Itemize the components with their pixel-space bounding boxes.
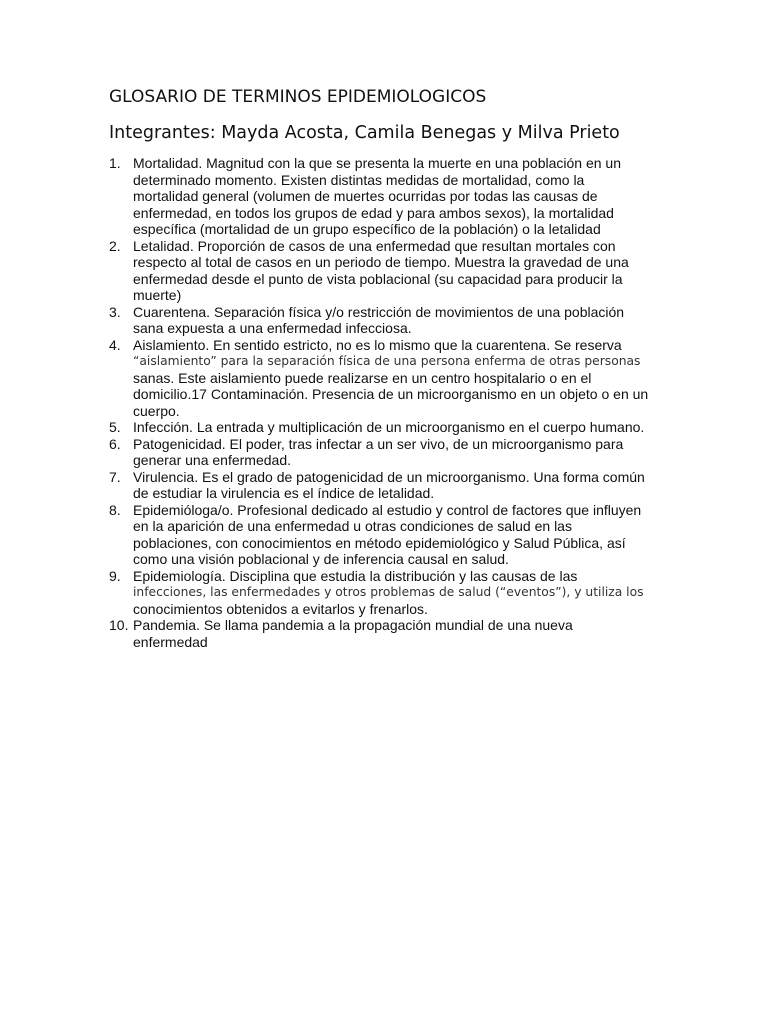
item-text-line: conocimientos obtenidos a evitarlos y frenarlos. <box>133 600 428 617</box>
item-number: 5. <box>109 419 121 435</box>
item-text-line: “aislamiento” para la separación física de una persona enferma de otras personas <box>133 354 641 368</box>
item-text-line: generar una enfermedad. <box>133 452 291 468</box>
item-text-line: Epidemióloga/o. Profesional dedicado al estudio y control de factores que influyen <box>133 501 642 518</box>
item-number: 10. <box>109 617 129 633</box>
glossary-item-mortalidad <box>109 155 659 238</box>
item-text-line: Virulencia. Es el grado de patogenicidad de un microorganismo. Una forma común <box>133 468 645 485</box>
item-number: 8. <box>109 501 121 518</box>
item-text-line: Pandemia. Se llama pandemia a la propagación mundial de una nueva <box>133 617 573 633</box>
item-number: 2. <box>109 237 121 254</box>
glossary-item-virulencia <box>109 469 659 502</box>
glossary-item-letalidad <box>109 238 659 304</box>
item-text-line: Patogenicidad. El poder, tras infectar a un ser vivo, de un microorganismo para <box>133 435 624 452</box>
glossary-item-epidemiologa <box>109 502 659 568</box>
item-number: 7. <box>109 468 121 485</box>
item-number: 3. <box>109 303 121 320</box>
glossary-item-pandemia <box>109 617 659 650</box>
item-text-line: enfermedad <box>133 633 208 650</box>
glossary-item-patogenicidad <box>109 436 659 469</box>
item-number: 9. <box>109 567 121 584</box>
item-text-line: determinado momento. Existen distintas medidas de mortalidad, como la <box>133 171 585 188</box>
glossary-list <box>109 155 659 650</box>
glossary-item-cuarentena <box>109 304 659 337</box>
item-text-line: Infección. La entrada y multiplicación de un microorganismo en el cuerpo humano. <box>133 419 645 435</box>
item-number: 4. <box>109 336 121 353</box>
item-text-line: respecto al total de casos en un periodo de tiempo. Muestra la gravedad de una <box>133 254 629 270</box>
item-text-line: Cuarentena. Separación física y/o restricción de movimientos de una población <box>133 303 625 320</box>
item-number: 1. <box>109 155 121 171</box>
item-text-line: domicilio.17 Contaminación. Presencia de un microorganismo en un objeto o en un <box>133 386 649 402</box>
item-text-line: Epidemiología. Disciplina que estudia la distribución y las causas de las <box>133 567 578 584</box>
item-text-line: infecciones, las enfermedades y otros problemas de salud (“eventos”), y utiliza los <box>133 585 644 599</box>
item-text-line: como una visión poblacional y de inferencia causal en salud. <box>133 551 509 567</box>
item-text-line: mortalidad general (volumen de muertes ocurridas por todas las causas de <box>133 188 598 204</box>
item-text-line: sana expuesta a una enfermedad infecciosa. <box>133 320 412 336</box>
document-members: Integrantes: Mayda Acosta, Camila Benegas y Milva Prieto <box>109 123 620 143</box>
glossary-item-infeccion <box>109 419 659 436</box>
item-text-line: Mortalidad. Magnitud con la que se presenta la muerte en una población en un <box>133 155 621 171</box>
item-text-line: sanas. Este aislamiento puede realizarse en un centro hospitalario o en el <box>133 369 592 386</box>
item-number: 6. <box>109 435 121 452</box>
glossary-item-epidemiologia <box>109 568 659 618</box>
item-text-line: Letalidad. Proporción de casos de una enfermedad que resultan mortales con <box>133 237 616 254</box>
item-text-line: específica (mortalidad de un grupo específico de la población) o la letalidad <box>133 221 601 237</box>
item-text-line: de estudiar la virulencia es el índice de letalidad. <box>133 485 435 501</box>
item-text-line: cuerpo. <box>133 402 180 419</box>
item-text-line: enfermedad desde el punto de vista poblacional (su capacidad para producir la <box>133 270 623 287</box>
glossary-item-aislamiento <box>109 337 659 420</box>
item-text-line: enfermedad, en todos los grupos de edad y para ambos sexos), la mortalidad <box>133 204 614 221</box>
document-title: GLOSARIO DE TERMINOS EPIDEMIOLOGICOS <box>109 87 487 107</box>
item-text-line: poblaciones, con conocimientos en método epidemiológico y Salud Pública, así <box>133 534 626 551</box>
item-text-line: en la aparición de una enfermedad u otras condiciones de salud en las <box>133 518 572 534</box>
item-text-line: muerte) <box>133 287 182 303</box>
item-text-line: Aislamiento. En sentido estricto, no es lo mismo que la cuarentena. Se reserva <box>133 336 622 353</box>
